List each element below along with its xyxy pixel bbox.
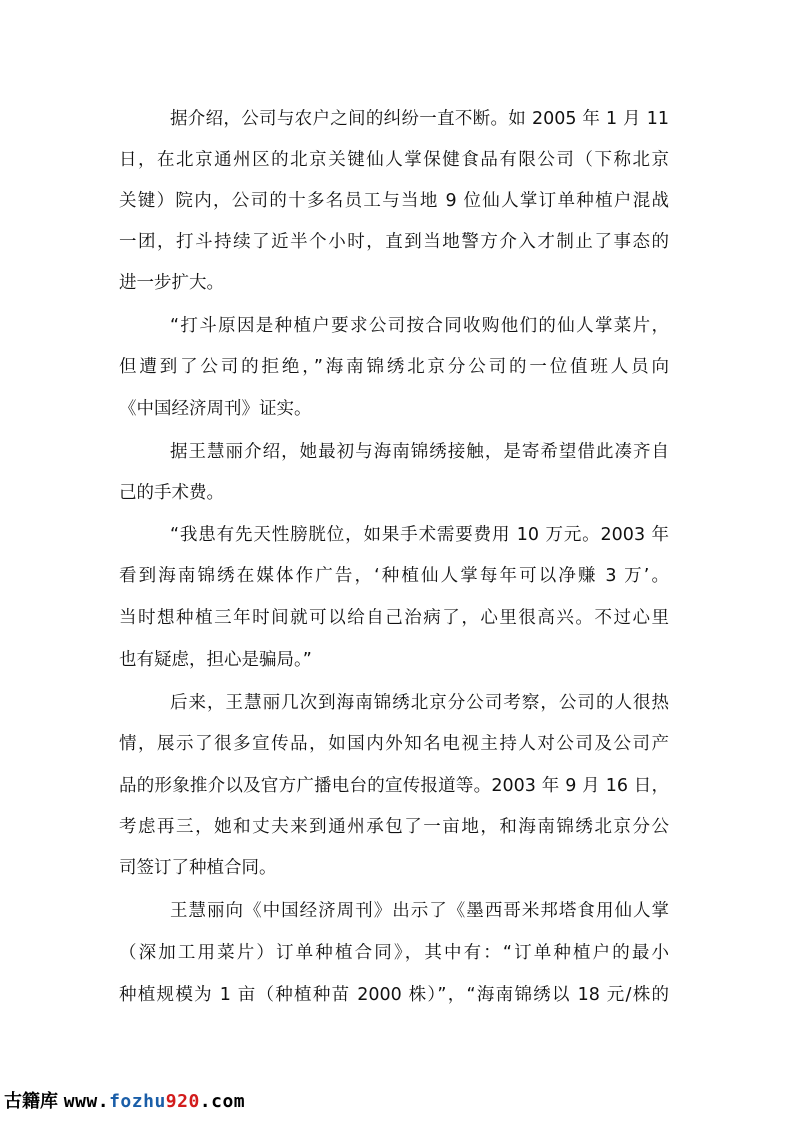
paragraph-line: “打斗原因是种植户要求公司按合同收购他们的仙人掌菜片， (170, 316, 669, 336)
paragraph-line: 看到海南锦绣在媒体作广告，‘种植仙人掌每年可以净赚 3 万’。 (119, 566, 669, 586)
url-number: 920 (165, 1091, 200, 1112)
paragraph-line: 当时想种植三年时间就可以给自己治病了，心里很高兴。不过心里 (119, 608, 669, 628)
paragraph-line: 进一步扩大。 (119, 273, 224, 293)
paragraph-line: 但遭到了公司的拒绝，”海南锦绣北京分公司的一位值班人员向 (119, 357, 669, 377)
paragraph-line: 考虑再三，她和丈夫来到通州承包了一亩地，和海南锦绣北京分公 (119, 817, 669, 837)
paragraph-line: 司签订了种植合同。 (119, 858, 277, 878)
paragraph-line: 情，展示了很多宣传品，如国内外知名电视主持人对公司及公司产 (119, 734, 669, 754)
site-name: 古籍库 (4, 1091, 58, 1112)
paragraph-line: 也有疑虑，担心是骗局。” (119, 650, 312, 670)
paragraph-line: 后来，王慧丽几次到海南锦绣北京分公司考察，公司的人很热 (170, 693, 669, 713)
url-com: .com (199, 1091, 246, 1112)
paragraph-line: 据王慧丽介绍，她最初与海南锦绣接触，是寄希望借此凑齐自 (170, 442, 669, 462)
paragraph-line: 品的形象推介以及官方广播电台的宣传报道等。2003 年 9 月 16 日， (119, 776, 669, 796)
paragraph-line: 一团，打斗持续了近半个小时，直到当地警方介入才制止了事态的 (119, 232, 669, 252)
paragraph-line: 《中国经济周刊》证实。 (119, 399, 312, 419)
paragraph-line: 日，在北京通州区的北京关键仙人掌保健食品有限公司（下称北京 (119, 150, 669, 170)
url-www: www. (63, 1091, 110, 1112)
paragraph-line: 种植规模为 1 亩（种植种苗 2000 株）”，“海南锦绣以 18 元/株的 (119, 985, 669, 1005)
url-fozhu: fozhu (109, 1091, 166, 1112)
paragraph-line: 己的手术费。 (119, 483, 224, 503)
paragraph-line: 王慧丽向《中国经济周刊》出示了《墨西哥米邦塔食用仙人掌 (170, 901, 669, 921)
watermark-footer (4, 1088, 264, 1116)
paragraph-line: 据介绍，公司与农户之间的纠纷一直不断。如 2005 年 1 月 11 (170, 109, 669, 129)
paragraph-line: 关键）院内，公司的十多名员工与当地 9 位仙人掌订单种植户混战 (119, 191, 669, 211)
paragraph-line: “我患有先天性膀胱位，如果手术需要费用 10 万元。2003 年 (170, 525, 669, 545)
paragraph-line: （深加工用菜片）订单种植合同》，其中有：“订单种植户的最小 (119, 943, 669, 963)
